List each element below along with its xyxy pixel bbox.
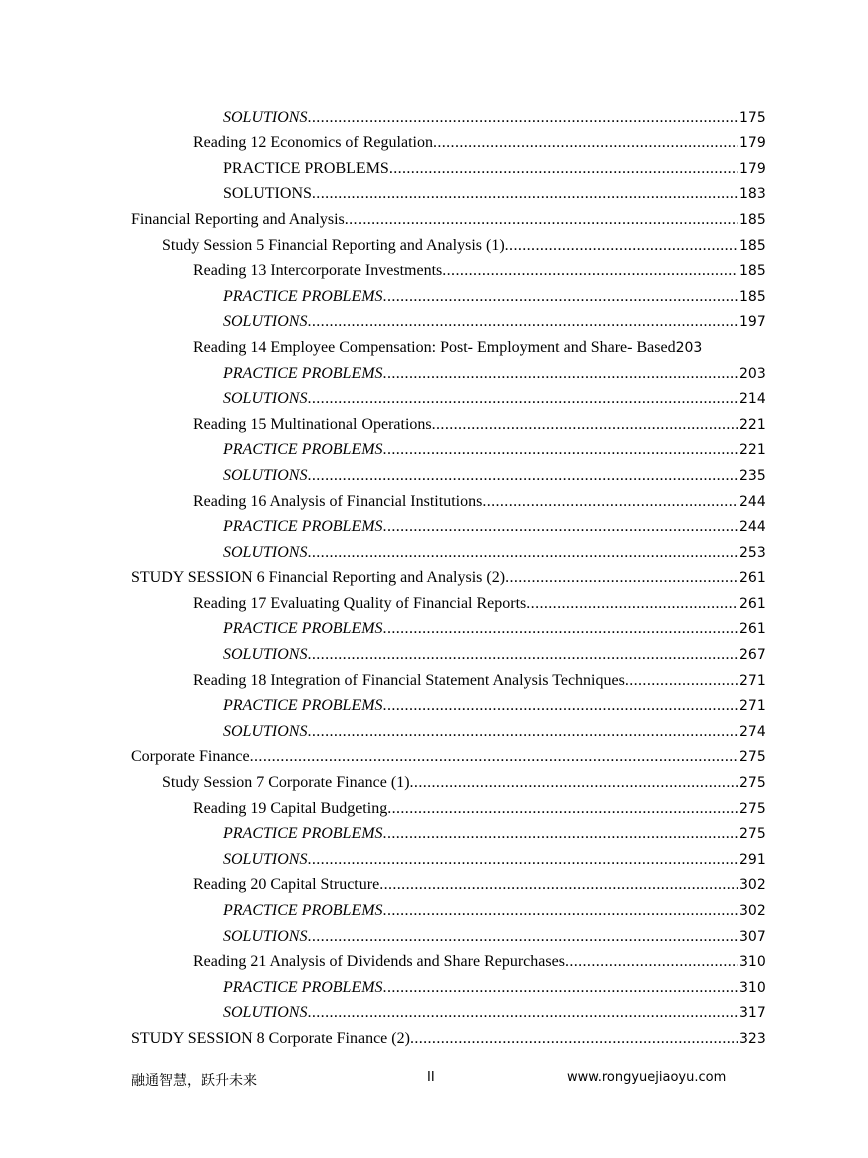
toc-entry[interactable] xyxy=(0,717,868,743)
toc-entry-page-number: 183 xyxy=(739,186,766,203)
toc-entry-title: SOLUTIONS xyxy=(223,313,308,331)
toc-entry-page-number: 271 xyxy=(739,672,766,689)
toc-entry-page-number: 261 xyxy=(739,570,766,587)
toc-dot-leader xyxy=(505,569,738,587)
toc-dot-leader xyxy=(307,1004,738,1022)
toc-entry[interactable] xyxy=(0,513,868,539)
toc-entry[interactable] xyxy=(0,615,868,641)
toc-entry-page-number: 221 xyxy=(739,442,766,459)
toc-entry-title: Reading 14 Employee Compensation: Post- Employment and Share- Based xyxy=(193,338,676,356)
toc-entry-title: PRACTICE PROBLEMS xyxy=(223,825,383,843)
toc-entry-title: PRACTICE PROBLEMS xyxy=(223,287,383,305)
toc-dot-leader xyxy=(625,672,738,690)
toc-dot-leader xyxy=(432,416,738,434)
toc-entry-title: Study Session 7 Corporate Finance (1) xyxy=(162,774,410,792)
toc-entry-page-number: 221 xyxy=(739,416,766,433)
toc-entry-page-number: 185 xyxy=(739,237,766,254)
page-footer xyxy=(0,1070,868,1094)
toc-entry-page-number: 274 xyxy=(739,723,766,740)
toc-dot-leader xyxy=(433,134,738,152)
toc-entry[interactable] xyxy=(0,205,868,231)
toc-entry-title: SOLUTIONS xyxy=(223,1004,308,1022)
toc-entry-title: PRACTICE PROBLEMS xyxy=(223,902,383,919)
toc-entry-page-number: 261 xyxy=(739,595,766,612)
toc-dot-leader xyxy=(307,646,738,664)
toc-entry[interactable] xyxy=(0,589,868,615)
toc-entry[interactable] xyxy=(0,973,868,999)
toc-entry-page-number: 253 xyxy=(739,544,766,561)
toc-entry[interactable] xyxy=(0,768,868,794)
toc-dot-leader xyxy=(307,313,738,331)
toc-dot-leader xyxy=(383,825,738,843)
toc-entry-page-number: 323 xyxy=(739,1030,766,1047)
toc-entry-page-number: 307 xyxy=(739,928,766,945)
toc-entry[interactable] xyxy=(0,487,868,513)
toc-dot-leader xyxy=(383,441,738,459)
toc-entry-page-number: 175 xyxy=(739,109,766,126)
toc-entry[interactable] xyxy=(0,666,868,692)
toc-entry[interactable] xyxy=(0,896,868,922)
toc-dot-leader xyxy=(250,748,738,766)
toc-entry-page-number: 235 xyxy=(739,467,766,484)
toc-entry-page-number: 275 xyxy=(739,800,766,817)
toc-dot-leader xyxy=(387,800,738,818)
toc-dot-leader xyxy=(389,160,738,178)
toc-dot-leader xyxy=(379,876,738,894)
toc-entry[interactable] xyxy=(0,359,868,385)
toc-entry[interactable] xyxy=(0,257,868,283)
toc-entry-title: PRACTICE PROBLEMS xyxy=(223,697,383,715)
toc-entry-page-number: 261 xyxy=(739,621,766,638)
toc-entry-title: Study Session 5 Financial Reporting and Analysis (1) xyxy=(162,236,505,254)
toc-entry-title: Reading 15 Multinational Operations xyxy=(193,415,432,433)
footer-website: www.rongyuejiaoyu.com xyxy=(567,1070,727,1085)
toc-dot-leader xyxy=(383,902,738,920)
toc-dot-leader xyxy=(307,723,738,741)
toc-entry[interactable] xyxy=(0,794,868,820)
toc-entry[interactable] xyxy=(0,845,868,871)
toc-entry[interactable] xyxy=(0,333,868,359)
toc-entry[interactable] xyxy=(0,282,868,308)
toc-dot-leader xyxy=(410,1030,738,1048)
toc-entry[interactable] xyxy=(0,1024,868,1050)
toc-entry-title: PRACTICE PROBLEMS xyxy=(223,518,383,536)
toc-dot-leader xyxy=(526,595,738,613)
toc-entry[interactable] xyxy=(0,385,868,411)
toc-entry-title: Reading 17 Evaluating Quality of Financial Reports xyxy=(193,594,527,612)
toc-entry-title: SOLUTIONS xyxy=(223,185,312,203)
toc-entry-title: Reading 21 Analysis of Dividends and Share Repurchases xyxy=(193,953,565,971)
toc-entry[interactable] xyxy=(0,461,868,487)
toc-dot-leader xyxy=(410,774,738,792)
toc-entry-title: Reading 13 Intercorporate Investments xyxy=(193,262,443,280)
toc-entry-page-number: 302 xyxy=(739,877,766,894)
toc-entry[interactable] xyxy=(0,871,868,897)
toc-dot-leader xyxy=(383,620,738,638)
toc-entry[interactable] xyxy=(0,692,868,718)
toc-entry[interactable] xyxy=(0,820,868,846)
toc-dot-leader xyxy=(383,365,738,383)
toc-entry-page-number: 267 xyxy=(739,647,766,664)
toc-entry-title: SOLUTIONS xyxy=(223,927,308,945)
toc-dot-leader xyxy=(307,390,738,408)
toc-dot-leader xyxy=(307,851,738,869)
toc-entry-page-number: 275 xyxy=(739,826,766,843)
toc-dot-leader xyxy=(565,953,738,971)
toc-dot-leader xyxy=(383,518,738,536)
toc-entry-page-number: 203 xyxy=(675,339,703,356)
toc-dot-leader xyxy=(383,697,738,715)
toc-entry-page-number: 275 xyxy=(739,749,766,766)
footer-slogan: 融通智慧，跃升未来 xyxy=(131,1073,257,1089)
toc-entry[interactable] xyxy=(0,154,868,180)
toc-dot-leader xyxy=(482,493,738,511)
toc-entry-page-number: 185 xyxy=(739,288,766,305)
toc-entry-title: SOLUTIONS xyxy=(223,722,308,740)
toc-entry-page-number: 310 xyxy=(739,979,766,996)
toc-entry-title: PRACTICE PROBLEMS xyxy=(223,159,389,177)
toc-entry-title: Reading 12 Economics of Regulation xyxy=(193,134,433,152)
toc-dot-leader xyxy=(383,288,738,306)
toc-entry-title: Reading 16 Analysis of Financial Institutions xyxy=(193,492,483,510)
toc-entry[interactable] xyxy=(0,129,868,155)
toc-entry-title: PRACTICE PROBLEMS xyxy=(223,364,383,382)
toc-entry-page-number: 291 xyxy=(739,851,766,868)
toc-entry[interactable] xyxy=(0,999,868,1025)
toc-entry-page-number: 271 xyxy=(739,698,766,715)
toc-entry-title: SOLUTIONS xyxy=(223,108,308,126)
toc-entry-page-number: 179 xyxy=(739,160,766,177)
toc-entry-title: SOLUTIONS xyxy=(223,850,308,868)
toc-entry[interactable] xyxy=(0,564,868,590)
toc-entry-page-number: 203 xyxy=(739,365,766,382)
toc-entry[interactable] xyxy=(0,948,868,974)
toc-dot-leader xyxy=(505,237,738,255)
toc-entry-page-number: 179 xyxy=(739,135,766,152)
toc-entry-title: SOLUTIONS xyxy=(223,390,308,408)
toc-entry-page-number: 214 xyxy=(739,391,766,408)
toc-entry-title: PRACTICE PROBLEMS xyxy=(223,620,383,638)
toc-entry-title: Reading 20 Capital Structure xyxy=(193,876,380,894)
toc-entry-page-number: 302 xyxy=(739,903,766,919)
toc-entry-title: SOLUTIONS xyxy=(223,646,308,664)
toc-entry-title: STUDY SESSION 8 Corporate Finance (2) xyxy=(131,1029,410,1047)
toc-dot-leader xyxy=(307,544,738,562)
toc-entry[interactable] xyxy=(0,180,868,206)
toc-dot-leader xyxy=(307,928,738,946)
toc-entry-title: SOLUTIONS xyxy=(223,466,308,484)
toc-entry-page-number: 244 xyxy=(739,493,766,510)
toc-entry[interactable] xyxy=(0,538,868,564)
toc-dot-leader xyxy=(307,467,738,485)
toc-entry-page-number: 197 xyxy=(739,314,766,331)
toc-entry[interactable] xyxy=(0,410,868,436)
toc-entry-page-number: 185 xyxy=(739,263,766,280)
toc-dot-leader xyxy=(345,211,738,229)
page-number: II xyxy=(427,1070,435,1085)
toc-entry[interactable] xyxy=(0,743,868,769)
toc-dot-leader xyxy=(307,109,738,127)
toc-entry[interactable] xyxy=(0,922,868,948)
table-of-contents xyxy=(0,103,868,1050)
toc-entry[interactable] xyxy=(0,308,868,334)
toc-dot-leader xyxy=(312,185,738,203)
toc-entry[interactable] xyxy=(0,103,868,129)
toc-entry-title: Financial Reporting and Analysis xyxy=(131,210,345,228)
toc-entry[interactable] xyxy=(0,436,868,462)
toc-entry-title: STUDY SESSION 6 Financial Reporting and Analysis (2) xyxy=(131,569,506,587)
toc-entry-title: PRACTICE PROBLEMS xyxy=(223,978,383,996)
toc-dot-leader xyxy=(383,979,738,997)
toc-entry-title: Reading 18 Integration of Financial Statement Analysis Techniques xyxy=(193,671,625,689)
toc-entry-page-number: 310 xyxy=(739,954,766,971)
toc-dot-leader xyxy=(442,262,738,280)
toc-entry-title: PRACTICE PROBLEMS xyxy=(223,441,383,459)
toc-entry-page-number: 275 xyxy=(739,775,766,792)
toc-entry-page-number: 185 xyxy=(739,211,766,228)
toc-entry[interactable] xyxy=(0,640,868,666)
toc-entry[interactable] xyxy=(0,231,868,257)
toc-entry-page-number: 317 xyxy=(739,1005,766,1022)
toc-entry-title: Reading 19 Capital Budgeting xyxy=(193,799,388,817)
toc-entry-title: SOLUTIONS xyxy=(223,543,308,561)
toc-entry-title: Corporate Finance xyxy=(131,748,250,766)
toc-entry-page-number: 244 xyxy=(739,519,766,536)
